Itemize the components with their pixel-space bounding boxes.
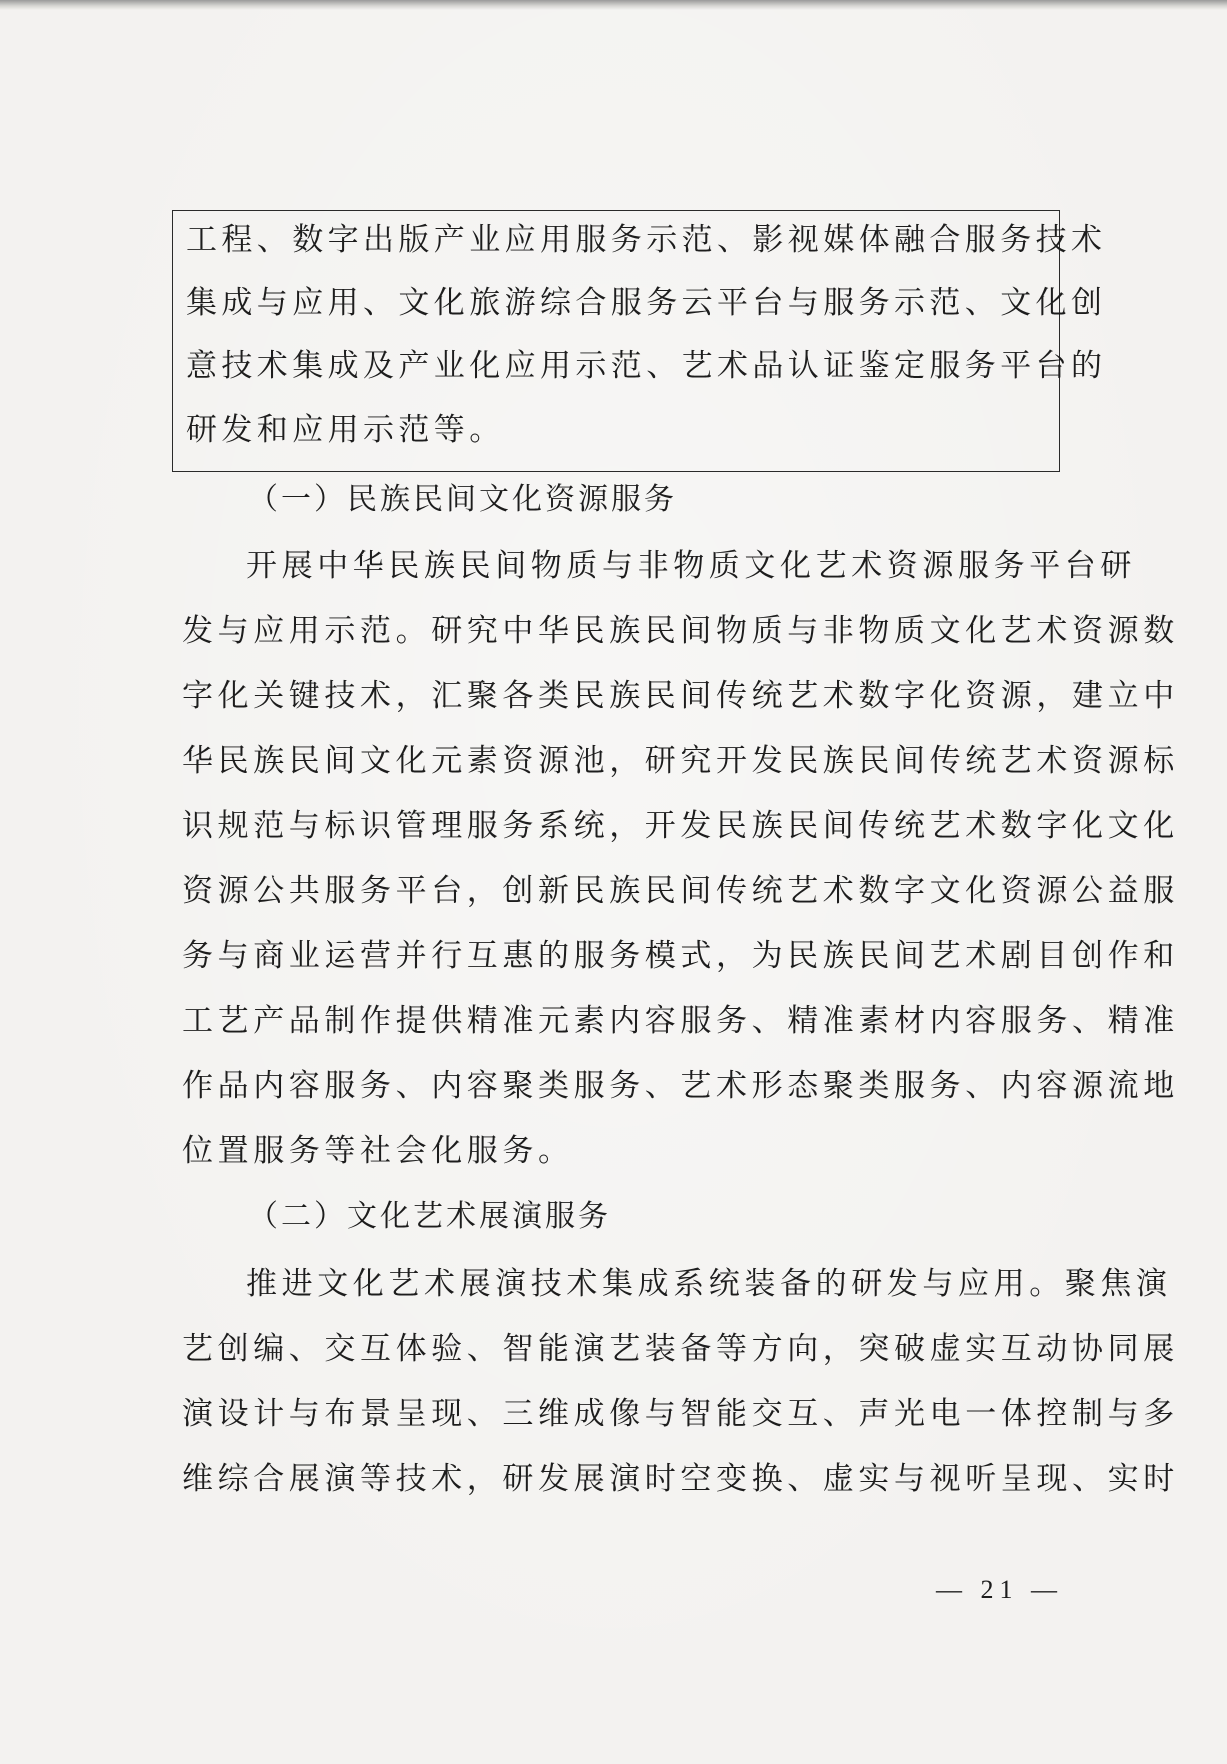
box-line: 工程、数字出版产业应用服务示范、影视媒体融合服务技术	[186, 222, 1107, 258]
paragraph-line: 艺创编、交互体验、智能演艺装备等方向，突破虚实互动协同展	[182, 1331, 1179, 1367]
page-number: — 21 —	[936, 1575, 1063, 1604]
paragraph-line: 开展中华民族民间物质与非物质文化艺术资源服务平台研	[246, 548, 1136, 584]
paragraph-line: 工艺产品制作提供精准元素内容服务、精准素材内容服务、精准	[182, 1003, 1179, 1039]
paragraph-line: 维综合展演等技术，研发展演时空变换、虚实与视听呈现、实时	[182, 1461, 1179, 1497]
paragraph-line: 位置服务等社会化服务。	[182, 1133, 574, 1169]
paragraph-line: 演设计与布景呈现、三维成像与智能交互、声光电一体控制与多	[182, 1396, 1179, 1432]
box-line: 研发和应用示范等。	[186, 412, 505, 448]
paragraph-line: 作品内容服务、内容聚类服务、艺术形态聚类服务、内容源流地	[182, 1068, 1179, 1104]
paragraph-line: 资源公共服务平台，创新民族民间传统艺术数字文化资源公益服	[182, 873, 1179, 909]
paragraph-line: 字化关键技术，汇聚各类民族民间传统艺术数字化资源，建立中	[182, 678, 1179, 714]
scan-top-edge	[0, 0, 1227, 10]
section-heading-1: （一）民族民间文化资源服务	[248, 482, 677, 517]
box-line: 意技术集成及产业化应用示范、艺术品认证鉴定服务平台的	[186, 348, 1107, 384]
paragraph-line: 务与商业运营并行互惠的服务模式，为民族民间艺术剧目创作和	[182, 938, 1179, 974]
paragraph-line: 华民族民间文化元素资源池，研究开发民族民间传统艺术资源标	[182, 743, 1179, 779]
paragraph-line: 识规范与标识管理服务系统，开发民族民间传统艺术数字化文化	[182, 808, 1179, 844]
section-heading-2: （二）文化艺术展演服务	[248, 1199, 611, 1234]
paragraph-line: 推进文化艺术展演技术集成系统装备的研发与应用。聚焦演	[246, 1266, 1172, 1302]
box-line: 集成与应用、文化旅游综合服务云平台与服务示范、文化创	[186, 285, 1107, 321]
paragraph-line: 发与应用示范。研究中华民族民间物质与非物质文化艺术资源数	[182, 613, 1179, 649]
